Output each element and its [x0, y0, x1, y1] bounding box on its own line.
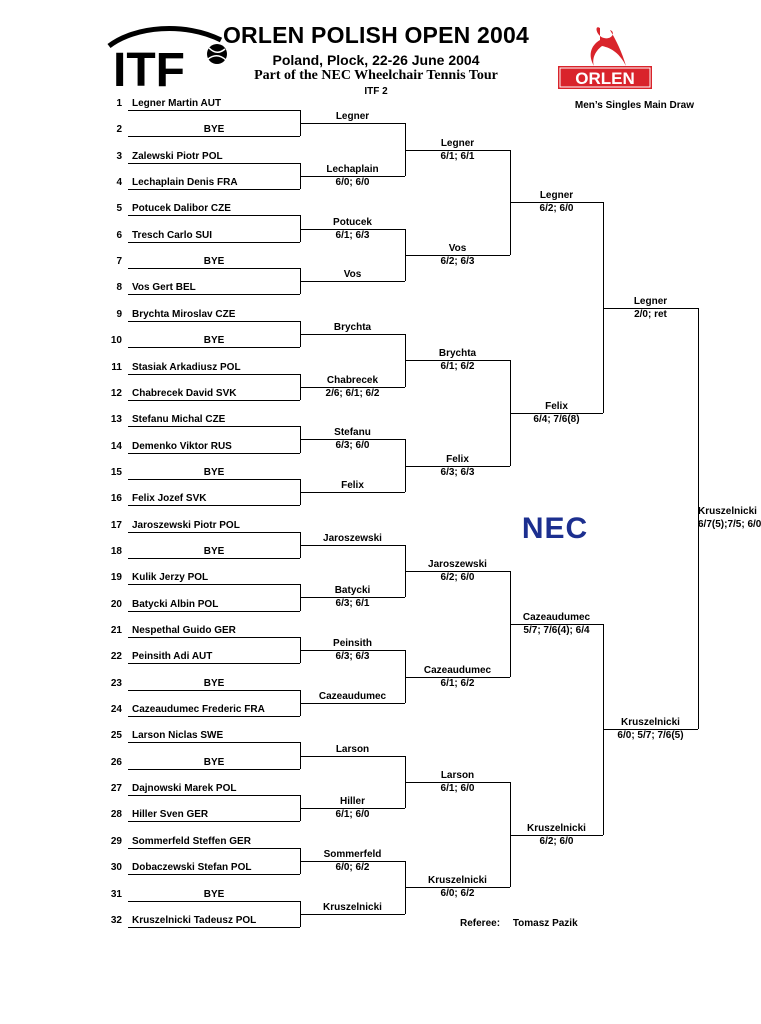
draw-position-number: 12 — [110, 387, 122, 399]
draw-position-number: 28 — [110, 809, 122, 821]
draw-position-number: 2 — [116, 124, 122, 136]
draw-position-number: 18 — [110, 545, 122, 557]
match-score: 6/3; 6/3 — [335, 651, 370, 663]
match-winner: Cazeaudumec — [318, 690, 387, 702]
draw-position-number: 22 — [110, 651, 122, 663]
match-winner: Vos — [448, 242, 467, 254]
orlen-logo-text: ORLEN — [575, 69, 635, 88]
match-score: 2/6; 6/1; 6/2 — [325, 387, 380, 399]
match-score: 6/1; 6/1 — [440, 150, 475, 162]
player-line — [128, 189, 300, 190]
referee-name: Tomasz Pazik — [512, 918, 578, 929]
winner-line — [300, 545, 405, 546]
match-winner: Legner — [440, 137, 475, 149]
draw-position-number: 24 — [110, 704, 122, 716]
player-line — [128, 136, 300, 137]
player-name: Demenko Viktor RUS — [132, 440, 232, 452]
player-line — [128, 901, 300, 902]
match-winner: Felix — [545, 401, 568, 413]
player-name: Stasiak Arkadiusz POL — [132, 361, 241, 373]
player-line — [128, 795, 300, 796]
match-winner: Lechaplain — [326, 163, 379, 175]
player-line — [128, 242, 300, 243]
player-line — [128, 163, 300, 164]
player-name: Potucek Dalibor CZE — [132, 203, 231, 215]
bye-slot: BYE — [203, 545, 225, 557]
match-score: 6/0; 5/7; 7/6(5) — [617, 730, 684, 742]
draw-position-number: 27 — [110, 783, 122, 795]
match-score: 2/0; ret — [634, 308, 667, 320]
match-score: 6/1; 6/0 — [440, 782, 475, 794]
itf-logo — [105, 24, 230, 97]
match-winner: Larson — [440, 769, 475, 781]
draw-position-number: 13 — [110, 414, 122, 426]
player-line — [128, 716, 300, 717]
player-line — [128, 690, 300, 691]
player-name: Tresch Carlo SUI — [132, 229, 213, 241]
draw-position-number: 15 — [110, 466, 122, 478]
match-score: 6/3; 6/0 — [335, 440, 370, 452]
player-name: Sommerfeld Steffen GER — [132, 835, 251, 847]
draw-position-number: 14 — [110, 440, 122, 452]
bye-slot: BYE — [203, 124, 225, 136]
match-winner: Brychta — [438, 348, 477, 360]
draw-position-number: 1 — [116, 98, 122, 109]
match-winner: Kruszelnicki — [323, 901, 382, 913]
match-score: 6/1; 6/2 — [440, 361, 475, 373]
player-name: Stefanu Michal CZE — [132, 414, 226, 426]
player-name: Larson Niclas SWE — [132, 730, 224, 742]
match-score: 6/3; 6/3 — [440, 466, 475, 478]
player-name: Peinsith Adi AUT — [132, 651, 213, 663]
draw-position-number: 7 — [116, 256, 122, 268]
player-line — [128, 347, 300, 348]
draw-position-number: 6 — [116, 229, 122, 241]
player-line — [128, 268, 300, 269]
match-score: 6/1; 6/3 — [335, 229, 370, 241]
player-name: Batycki Albin POL — [132, 598, 219, 610]
player-name: Cazeaudumec Frederic FRA — [132, 704, 265, 716]
bye-slot: BYE — [203, 466, 225, 478]
draw-position-number: 16 — [110, 493, 122, 505]
match-winner: Legner — [335, 111, 370, 123]
bye-slot: BYE — [203, 888, 225, 900]
player-line — [128, 558, 300, 559]
player-name: Brychta Miroslav CZE — [132, 308, 236, 320]
draw-position-number: 5 — [116, 203, 122, 215]
player-name: Lechaplain Denis FRA — [132, 177, 238, 189]
player-name: Hiller Sven GER — [132, 809, 209, 821]
bye-slot: BYE — [203, 677, 225, 689]
draw-position-number: 17 — [110, 519, 122, 531]
player-line — [128, 584, 300, 585]
match-winner: Sommerfeld — [323, 848, 382, 860]
match-score: 6/3; 6/1 — [335, 598, 370, 610]
referee-label: Referee: — [460, 918, 501, 929]
match-winner: Stefanu — [334, 427, 371, 439]
match-winner: Jaroszewski — [323, 532, 382, 544]
bye-slot: BYE — [203, 256, 225, 268]
player-line — [128, 453, 300, 454]
draw-position-number: 31 — [110, 888, 122, 900]
page-title: ORLEN POLISH OPEN 2004 — [222, 22, 530, 48]
match-winner: Batycki — [334, 585, 371, 597]
player-name: Dajnowski Marek POL — [132, 783, 237, 795]
player-line — [128, 294, 300, 295]
match-score: 6/0; 6/0 — [335, 176, 370, 188]
draw-label: Men’s Singles Main Draw — [574, 100, 694, 111]
match-winner: Vos — [343, 269, 362, 281]
player-line — [128, 505, 300, 506]
bye-slot: BYE — [203, 756, 225, 768]
draw-position-number: 19 — [110, 572, 122, 584]
bracket-connector — [698, 308, 699, 730]
player-name: Legner Martin AUT — [132, 98, 222, 109]
draw-position-number: 32 — [110, 914, 122, 926]
match-winner: Kruszelnicki — [428, 875, 487, 887]
draw-position-number: 8 — [116, 282, 122, 294]
draw-position-number: 29 — [110, 835, 122, 847]
player-name: Felix Jozef SVK — [132, 493, 207, 505]
match-score: 6/0; 6/2 — [440, 888, 475, 900]
match-winner: Brychta — [333, 321, 372, 333]
player-line — [128, 611, 300, 612]
match-winner: Legner — [633, 295, 668, 307]
player-name: Chabrecek David SVK — [132, 387, 237, 399]
winner-line — [300, 334, 405, 335]
match-score: 5/7; 7/6(4); 6/4 — [523, 624, 590, 636]
player-line — [128, 374, 300, 375]
player-line — [128, 848, 300, 849]
match-score: 6/2; 6/3 — [440, 255, 475, 267]
player-name: Nespethal Guido GER — [132, 625, 236, 636]
player-line — [128, 215, 300, 216]
winner-line — [300, 756, 405, 757]
draw-position-number: 4 — [116, 177, 122, 189]
referee-line — [460, 918, 578, 929]
match-score: 6/1; 6/0 — [335, 809, 370, 821]
match-score: 6/0; 6/2 — [335, 861, 370, 873]
player-name: Vos Gert BEL — [132, 282, 196, 294]
player-line — [128, 532, 300, 533]
match-winner: Potucek — [333, 216, 372, 228]
player-line — [128, 637, 300, 638]
itf-logo-text: ITF — [113, 44, 185, 97]
player-line — [128, 742, 300, 743]
draw-position-number: 26 — [110, 756, 122, 768]
match-winner: Legner — [539, 190, 574, 202]
draw-position-number: 25 — [110, 730, 122, 742]
player-line — [128, 927, 300, 928]
match-winner: Jaroszewski — [428, 559, 487, 571]
event-subtitle: Poland, Plock, 22-26 June 2004 — [272, 52, 480, 68]
player-name: Kulik Jerzy POL — [132, 572, 209, 584]
player-line — [128, 663, 300, 664]
tour-label: Part of the NEC Wheelchair Tennis Tour — [254, 68, 498, 83]
draw-position-number: 3 — [116, 150, 122, 162]
match-score: 6/4; 7/6(8) — [533, 414, 580, 426]
player-name: Zalewski Piotr POL — [132, 150, 223, 162]
winner-line — [300, 123, 405, 124]
player-line — [128, 321, 300, 322]
winner-line — [300, 492, 405, 493]
winner-line — [300, 281, 405, 282]
player-name: Jaroszewski Piotr POL — [132, 519, 240, 531]
player-line — [128, 400, 300, 401]
player-name: Kruszelnicki Tadeusz POL — [132, 914, 257, 926]
player-line — [128, 769, 300, 770]
draw-position-number: 9 — [116, 308, 122, 320]
player-line — [128, 110, 300, 111]
orlen-logo — [556, 22, 654, 92]
draw-position-number: 10 — [110, 335, 122, 347]
bye-slot: BYE — [203, 335, 225, 347]
winner-line — [300, 914, 405, 915]
match-winner: Kruszelnicki — [698, 506, 757, 518]
match-winner: Hiller — [339, 796, 365, 808]
match-score: 6/2; 6/0 — [539, 835, 574, 847]
player-name: Dobaczewski Stefan POL — [132, 862, 252, 874]
winner-line — [300, 703, 405, 704]
match-score: 6/7(5);7/5; 6/0 — [698, 519, 761, 531]
match-winner: Larson — [335, 743, 370, 755]
grade-label: ITF 2 — [364, 86, 388, 97]
match-winner: Chabrecek — [326, 374, 379, 386]
match-score: 6/2; 6/0 — [440, 572, 475, 584]
match-score: 6/2; 6/0 — [539, 203, 574, 215]
player-line — [128, 479, 300, 480]
match-winner: Felix — [341, 480, 364, 492]
match-winner: Peinsith — [333, 638, 372, 650]
match-winner: Felix — [446, 453, 469, 465]
draw-position-number: 21 — [110, 625, 122, 636]
match-winner: Cazeaudumec — [423, 664, 492, 676]
match-winner: Kruszelnicki — [621, 717, 680, 729]
nec-logo — [510, 512, 600, 545]
player-line — [128, 874, 300, 875]
match-score: 6/1; 6/2 — [440, 677, 475, 689]
draw-position-number: 11 — [111, 361, 122, 373]
player-line — [128, 821, 300, 822]
draw-position-number: 30 — [110, 862, 122, 874]
match-winner: Kruszelnicki — [527, 822, 586, 834]
draw-position-number: 23 — [110, 677, 122, 689]
player-line — [128, 426, 300, 427]
match-winner: Cazeaudumec — [522, 611, 591, 623]
draw-position-number: 20 — [110, 598, 122, 610]
nec-logo-text: NEC — [521, 512, 589, 545]
